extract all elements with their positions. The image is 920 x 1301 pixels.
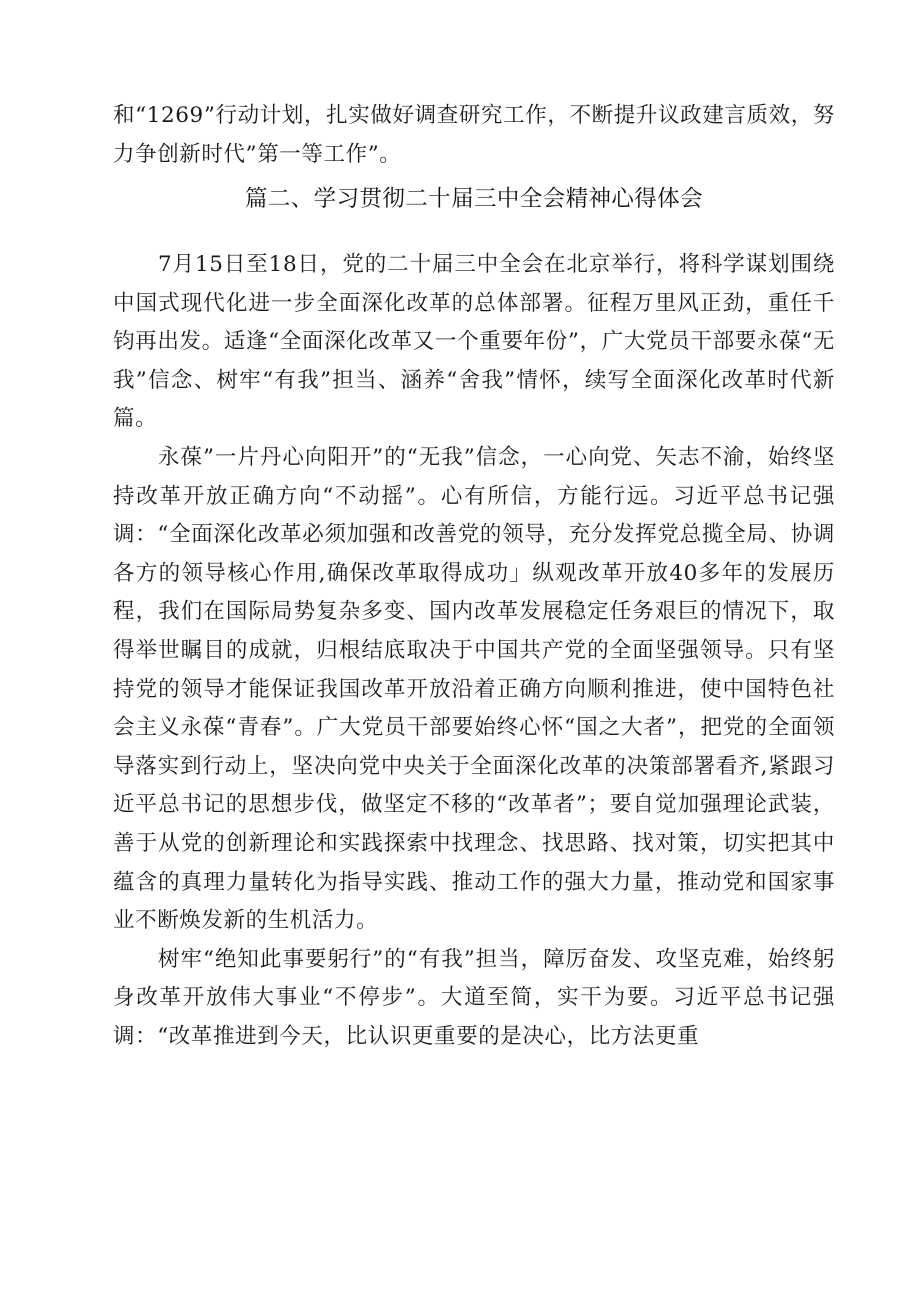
paragraph-1: 7月15日至18日，党的二十届三中全会在北京举行，将科学谋划围绕中国式现代化进一步全面深化改革的总体部署。征程万里风正劲，重任千钧再出发。适逢“全面深化改革又一个重要年份”，广大党员干部要永葆“无我”信念、树牢“有我”担当、涵养“舍我”情怀，续写全面深化改革时代新篇。 — [113, 252, 835, 432]
paragraph-3: 树牢“绝知此事要躬行”的“有我”担当，障厉奋发、攻坚克难，始终躬身改革开放伟大事业“不停步”。大道至简，实干为要。习近平总书记强调：“改革推进到今天，比认识更重要的是决心，比方法更重 — [113, 946, 835, 1049]
continuation-text: 和“1269”行动计划，扎实做好调查研究工作，不断提升议政建言质效，努力争创新时代”第一等工作”。 — [113, 103, 835, 167]
section-heading: 篇二、学习贯彻二十届三中全会精神心得体会 — [244, 186, 703, 212]
continuation-paragraph — [113, 97, 835, 174]
body-text — [113, 246, 835, 1056]
paragraph-2: 永葆”一片丹心向阳开”的“无我”信念，一心向党、矢志不渝，始终坚持改革开放正确方向“不动摇”。心有所信，方能行远。习近平总书记强调：“全面深化改革必须加强和改善党的领导，充分发挥党总揽全局、协调各方的领导核心作用,确保改革取得成功」纵观改革开放40多年的发展历程，我们在国际局势复杂多变、国内改革发展稳定任务艰巨的情况下，取得举世瞩目的成就，归根结底取决于中国共产党的全面坚强领导。只有坚持党的领导才能保证我国改革开放沿着正确方向顺利推进，使中国特色社会主义永葆“青春”。广大党员干部要始终心怀“国之大者”，把党的全面领导落实到行动上，坚决向党中央关于全面深化改革的决策部署看齐,紧跟习近平总书记的思想步伐，做坚定不移的“改革者”；要自觉加强理论武装，善于从党的创新理论和实践探索中找理念、找思路、找对策，切实把其中蕴含的真理力量转化为指导实践、推动工作的强大力量，推动党和国家事业不断焕发新的生机活力。 — [113, 444, 835, 934]
